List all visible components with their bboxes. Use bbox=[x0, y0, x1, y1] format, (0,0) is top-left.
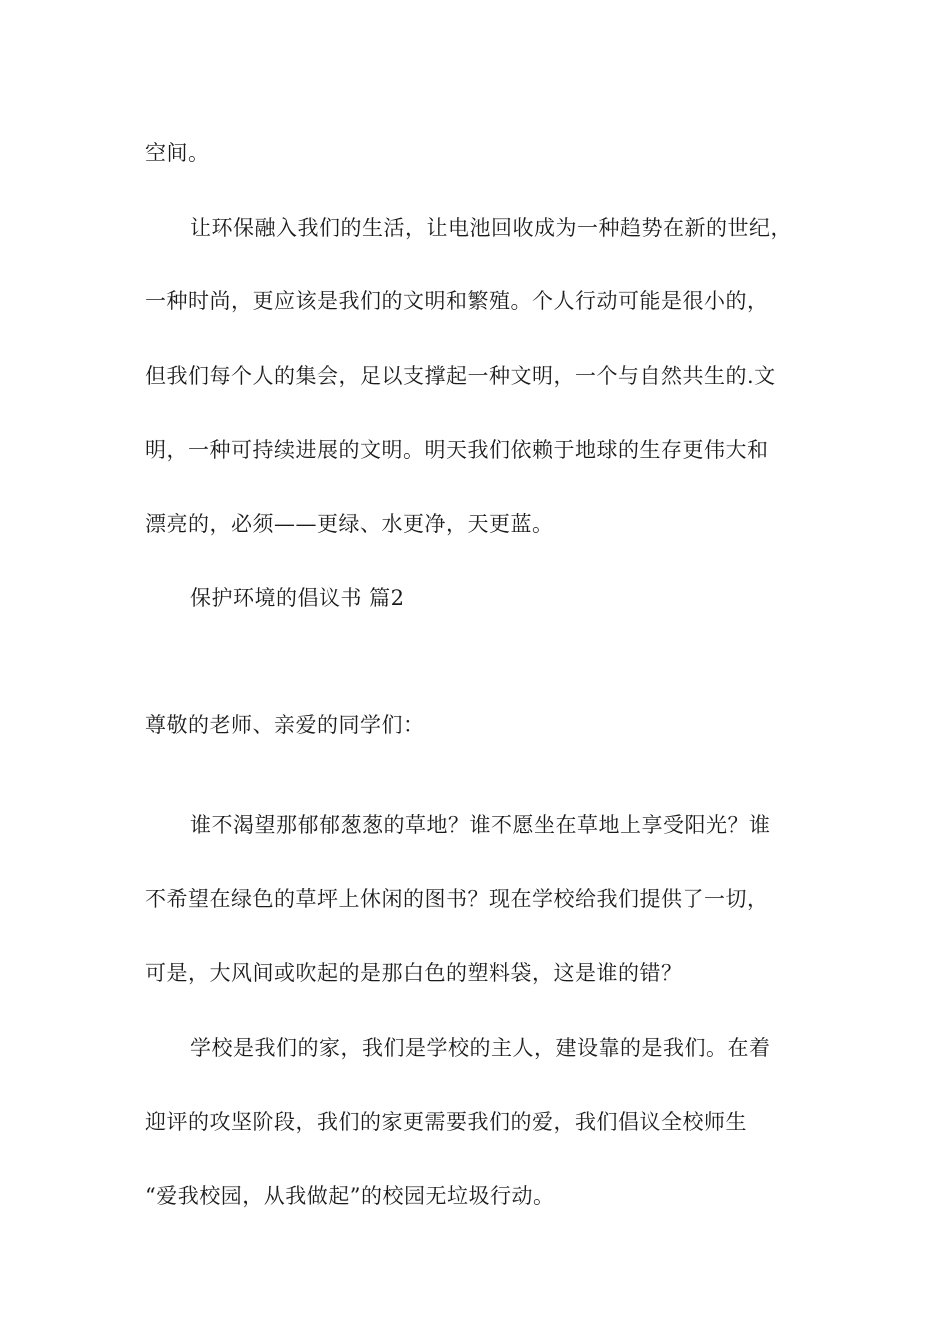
text-line: 漂亮的，必须——更绿、水更净，天更蓝。 bbox=[145, 512, 554, 536]
text-line: 可是，大风间或吹起的是那白色的塑料袋，这是谁的错？ bbox=[145, 961, 683, 985]
text-line: 让环保融入我们的生活，让电池回收成为一种趋势在新的世纪， bbox=[190, 216, 792, 240]
text-line: 不希望在绿色的草坪上休闲的图书？现在学校给我们提供了一切， bbox=[145, 887, 769, 911]
text-line: 空间。 bbox=[145, 141, 210, 165]
text-line: 明，一种可持续进展的文明。明天我们依赖于地球的生存更伟大和 bbox=[145, 438, 769, 462]
salutation: 尊敬的老师、亲爱的同学们： bbox=[145, 713, 425, 737]
text-line: 但我们每个人的集会，足以支撑起一种文明，一个与自然共生的.文 bbox=[145, 364, 776, 388]
text-line: 迎评的攻坚阶段，我们的家更需要我们的爱，我们倡议全校师生 bbox=[145, 1110, 747, 1134]
section-heading: 保护环境的倡议书 篇2 bbox=[190, 586, 405, 610]
text-line: 学校是我们的家，我们是学校的主人，建设靠的是我们。在着 bbox=[190, 1036, 771, 1060]
text-line: “爱我校园，从我做起”的校园无垃圾行动。 bbox=[145, 1184, 555, 1208]
text-line: 谁不渴望那郁郁葱葱的草地？谁不愿坐在草地上享受阳光？谁 bbox=[190, 813, 771, 837]
text-line: 一种时尚，更应该是我们的文明和繁殖。个人行动可能是很小的， bbox=[145, 289, 769, 313]
